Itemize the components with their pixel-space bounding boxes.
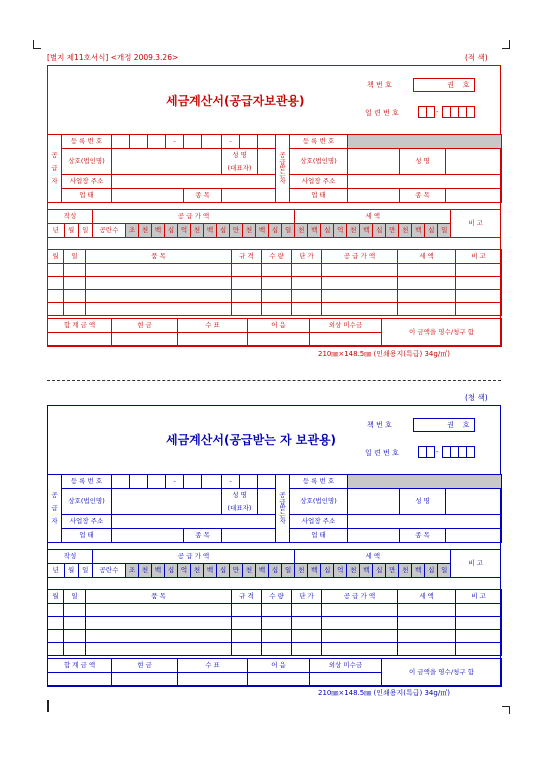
crop-mark bbox=[502, 706, 510, 707]
book-no-label: 책 번 호 bbox=[367, 421, 392, 429]
crop-mark bbox=[509, 706, 510, 714]
crop-mark bbox=[33, 40, 34, 48]
crop-mark bbox=[509, 40, 510, 48]
text-cursor bbox=[47, 700, 49, 712]
serial-dash: - bbox=[436, 108, 439, 116]
reg-no-label: 등 록 번 호 bbox=[62, 135, 112, 149]
size-note: 210㎜×148.5㎜ (인쇄용지(특급) 34g/㎡) bbox=[318, 689, 450, 697]
crop-mark bbox=[33, 48, 41, 49]
book-no-field[interactable]: 권 호 bbox=[413, 418, 475, 432]
serial-boxes-a[interactable] bbox=[418, 106, 434, 118]
cut-line bbox=[47, 380, 501, 381]
form-title: 세금계산서(공급자보관용) bbox=[166, 94, 305, 108]
party-table: 공 급 자 등 록 번 호 - - 공 급 받 는 자 등 록 번 호 상호(법인명) 성 명 (대표자) 상호(법인명) 성 명 사업장 주소 사업장 주소 업 태 종 목 업 태 종 목 bbox=[47, 474, 502, 543]
serial-dash: - bbox=[436, 448, 439, 456]
copy-color-label: (적 색) bbox=[465, 53, 488, 62]
party-table: 공 급 자 등 록 번 호 - - 공 급 받 는 자 등 록 번 호 상호(법인명) 성 명 (대표자) 상호(법인명) 성 명 사업장 주소 사업장 주소 업 태 종 목 업 태 종 목 bbox=[47, 134, 502, 203]
serial-boxes-a[interactable] bbox=[418, 446, 434, 458]
form-number: [별지 제11호서식] <개정 2009.3.26> bbox=[47, 53, 179, 62]
lines-table: 월 일 품 목 규 격 수 량 단 가 공 급 가 액 세 액 비 고 bbox=[47, 249, 502, 316]
serial-boxes-b[interactable] bbox=[442, 446, 474, 458]
amount-table: 작성 공 급 가 액 세 액 비 고 년 월 일 공란수 조 천 백 십 억 천 백 십 만 천 백 십 일 천 백 십 억 천 백 십 만 천 백 십 일 bbox=[47, 549, 501, 578]
crop-mark bbox=[502, 48, 510, 49]
form-title: 세금계산서(공급받는 자 보관용) bbox=[166, 433, 337, 447]
book-no-field[interactable]: 권 호 bbox=[413, 78, 475, 92]
copy-color-label: (청 색) bbox=[465, 393, 488, 402]
totals-table: 합 계 금 액 현 금 수 표 어 음 외상 미수금 이 금액을 영수/청구 함 bbox=[47, 658, 502, 687]
totals-table: 합 계 금 액 현 금 수 표 어 음 외상 미수금 이 금액을 영수/청구 함 bbox=[47, 318, 502, 347]
recipient-side-label: 공 급 받 는 자 bbox=[276, 135, 290, 203]
serial-boxes-b[interactable] bbox=[442, 106, 474, 118]
serial-label: 일 련 번 호 bbox=[365, 449, 399, 457]
serial-label: 일 련 번 호 bbox=[365, 109, 399, 117]
lines-table: 월 일 품 목 규 격 수 량 단 가 공 급 가 액 세 액 비 고 bbox=[47, 589, 502, 656]
book-no-label: 책 번 호 bbox=[367, 81, 392, 89]
amount-table: 작성 공 급 가 액 세 액 비 고 년 월 일 공란수 조 천 백 십 억 천 백 십 만 천 백 십 일 천 백 십 억 천 백 십 만 천 백 십 일 bbox=[47, 209, 501, 238]
size-note: 210㎜×148.5㎜ (인쇄용지(특급) 34g/㎡) bbox=[318, 350, 450, 358]
supplier-side-label: 공 급 자 bbox=[48, 135, 62, 203]
